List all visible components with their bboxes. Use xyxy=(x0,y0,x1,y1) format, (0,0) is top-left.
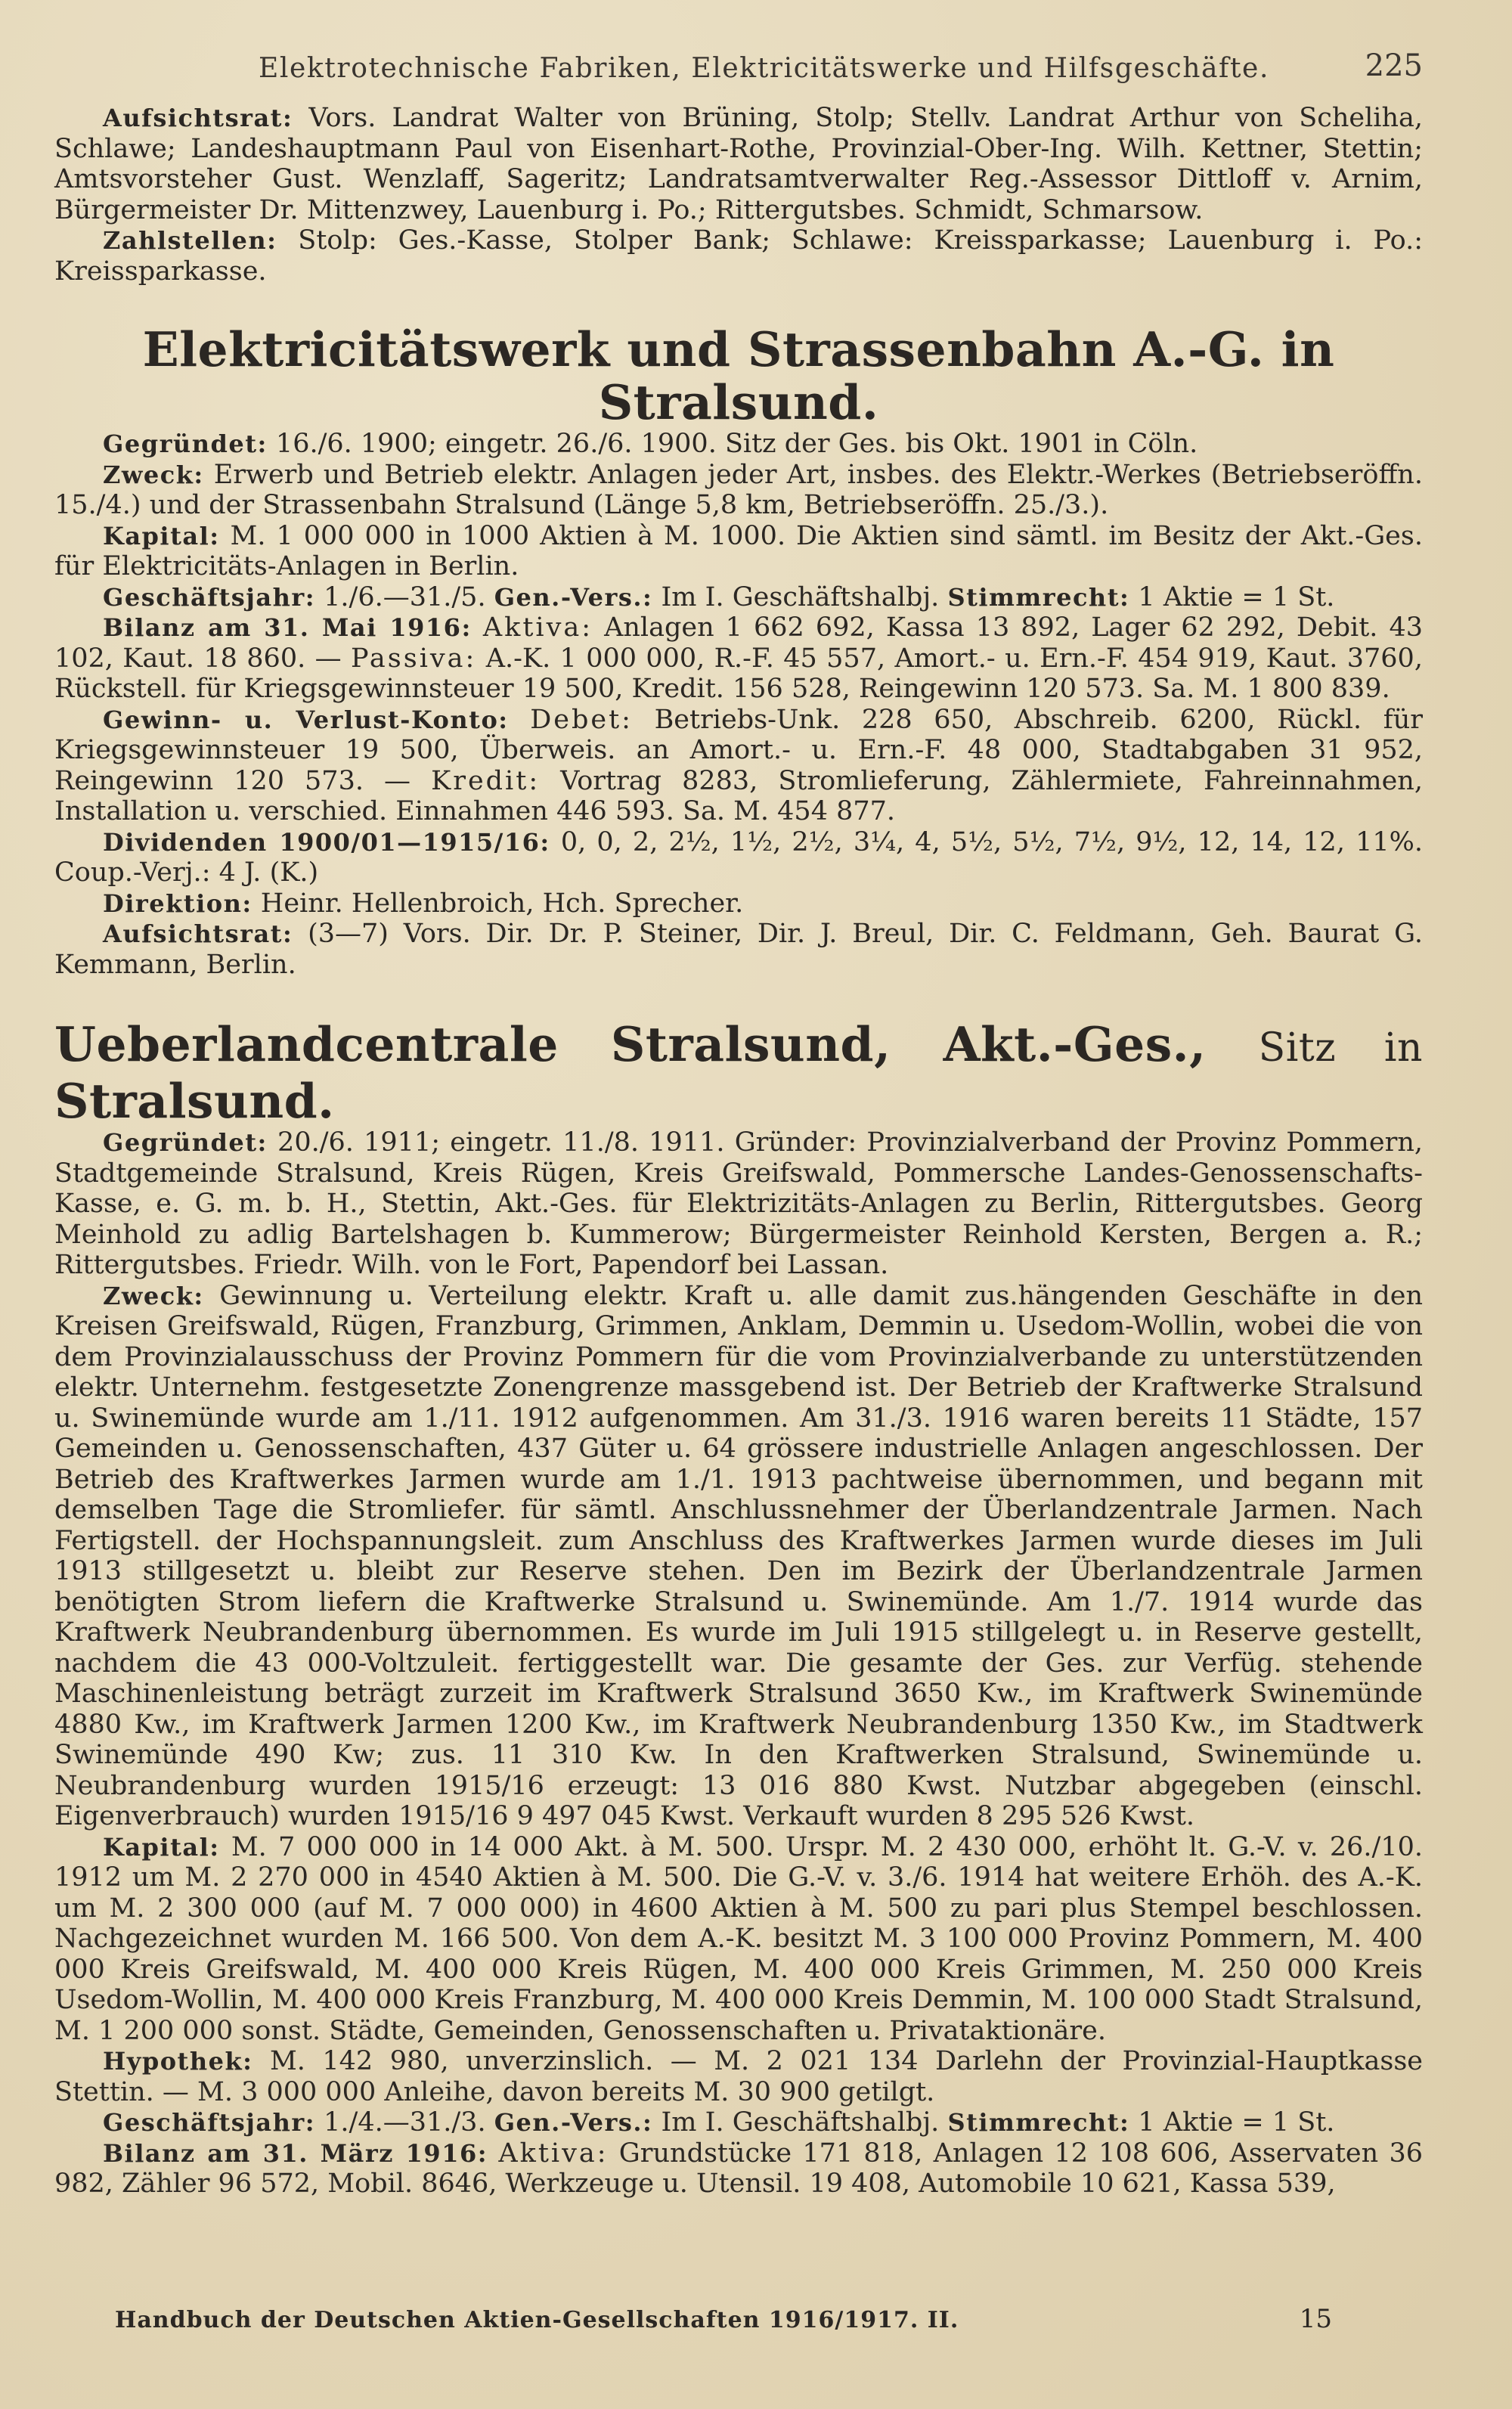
gegruendet-paragraph xyxy=(54,429,1423,460)
aufsichtsrat-text: Vors. Landrat Walter von Brüning, Stolp; Stellv. Landrat Arthur von Scheliha, Schlawe; Landeshauptmann Paul von Eisenhart-Rothe, Provinzial-Ober-Ing. Wilh. Kettner, Stettin; Amtsvorsteher Gust. Wenzlaff, Sageritz; Landratsamtverwalter Reg.-Assessor Dittloff v. Arnim, Bürgermeister Dr. Mittenzwey, Lauenburg i. Po.; Rittergutsbes. Schmidt, Schmarsow. xyxy=(54,103,1423,225)
bilanz-label-2: Bilanz am 31. März 1916: xyxy=(103,2138,488,2168)
guv-paragraph xyxy=(54,705,1423,827)
hypothek-paragraph xyxy=(54,2046,1423,2107)
gegruendet-paragraph-2 xyxy=(54,1127,1423,1281)
dividenden-paragraph xyxy=(54,827,1423,888)
bilanz-label: Bilanz am 31. Mai 1916: xyxy=(103,613,472,642)
zweck-text-2: Gewinnung u. Verteilung elektr. Kraft u. alle damit zus.hängenden Geschäfte in den Kreisen Greifswald, Rügen, Franzburg, Grimmen, Anklam, Demmin u. Usedom-Wollin, wobei die von dem Provinzialausschuss der Provinz Pommern für die vom Provinzialverbande zu unterstützenden elektr. Unternehm. festgesetzte Zonengrenze massgebend ist. Der Betrieb der Kraftwerke Stralsund u. Swinemünde wurde am 1./11. 1912 aufgenommen. Am 31./3. 1916 waren bereits 11 Städte, 157 Gemeinden u. Genossenschaften, 437 Güter u. 64 grössere industrielle Anlagen angeschlossen. Der Betrieb des Kraftwerkes Jarmen wurde am 1./1. 1913 pachtweise übernommen, und begann mit demselben Tage die Stromliefer. für sämtl. Anschlussnehmer der Überlandzentrale Jarmen. Nach Fertigstell. der Hochspannungsleit. zum Anschluss des Kraftwerkes Jarmen wurde dieses im Juli 1913 stillgesetzt u. bleibt zur Reserve stehen. Den im Bezirk der Überlandzentrale Jarmen benötigten Strom liefern die Kraftwerke Stralsund u. Swinemünde. Am 1./7. 1914 wurde das Kraftwerk Neubrandenburg übernommen. Es wurde im Juli 1915 stillgelegt u. in Reserve gestellt, nachdem die 43 000-Voltzuleit. fertiggestellt war. Die gesamte der Ges. zur Verfüg. stehende Maschinenleistung beträgt zurzeit im Kraftwerk Stralsund 3650 Kw., im Kraftwerk Swinemünde 4880 Kw., im Kraftwerk Jarmen 1200 Kw., im Kraftwerk Neubrandenburg 1350 Kw., im Stadtwerk Swinemünde 490 Kw; zus. 11 310 Kw. In den Kraftwerken Stralsund, Swinemünde u. Neubrandenburg wurden 1915/16 erzeugt: 13 016 880 Kwst. Nutzbar abgegeben (einschl. Eigenverbrauch) wurden 1915/16 9 497 045 Kwst. Verkauft wurden 8 295 526 Kwst. xyxy=(54,1280,1423,1831)
gj-text: 1./6.—31./5. xyxy=(324,581,486,612)
kredit-label: Kredit: xyxy=(431,765,541,796)
running-title: Elektrotechnische Fabriken, Elektricitätswerke und Hilfsgeschäfte. xyxy=(259,53,1269,84)
geschaeftsjahr-paragraph-2 xyxy=(54,2107,1423,2138)
stimmrecht-text: 1 Aktie = 1 St. xyxy=(1138,581,1335,612)
kapital-text: M. 1 000 000 in 1000 Aktien à M. 1000. Die Aktien sind sämtl. im Besitz der Akt.-Ges. für Elektricitäts-Anlagen in Berlin. xyxy=(54,520,1423,581)
genvers-text: Im I. Geschäftshalbj. xyxy=(661,581,940,612)
entry-ueberlandcentrale xyxy=(54,1018,1423,2200)
zweck-paragraph xyxy=(54,460,1423,521)
aufsichtsrat-label: Aufsichtsrat: xyxy=(103,104,293,132)
zahlstellen-paragraph xyxy=(54,225,1423,287)
page-number: 225 xyxy=(1365,48,1423,83)
direktion-text: Heinr. Hellenbroich, Hch. Sprecher. xyxy=(260,888,744,919)
kapital-paragraph xyxy=(54,521,1423,582)
gegruendet-text: 16./6. 1900; eingetr. 26./6. 1900. Sitz der Ges. bis Okt. 1901 in Cöln. xyxy=(275,429,1198,459)
stimmrecht-label-2: Stimmrecht: xyxy=(947,2108,1130,2137)
dividenden-text: 0, 0, 2, 2½, 1½, 2½, 3¼, 4, 5½, 5½, 7½, 9½, 12, 14, 12, 11%. Coup.-Verj.: 4 J. (K.) xyxy=(54,826,1424,888)
geschaeftsjahr-paragraph xyxy=(54,582,1423,613)
company-title-city: Stralsund. xyxy=(54,1073,335,1129)
page-footer xyxy=(115,2304,1362,2334)
kapital-text-2: M. 7 000 000 in 14 000 Akt. à M. 500. Urspr. M. 2 430 000, erhöht lt. G.-V. v. 26./10. 1912 um M. 2 270 000 in 4540 Aktien à M. 500. Die G.-V. v. 3./6. 1914 hat weitere Erhöh. des A.-K. um M. 2 300 000 (auf M. 7 000 000) in 4600 Aktien à M. 500 zu pari plus Stempel beschlossen. Nachgezeichnet wurden M. 166 500. Von dem A.-K. besitzt M. 3 100 000 Provinz Pommern, M. 400 000 Kreis Greifswald, M. 400 000 Kreis Rügen, M. 400 000 Kreis Grimmen, M. 250 000 Kreis Usedom-Wollin, M. 400 000 Kreis Franzburg, M. 400 000 Kreis Demmin, M. 100 000 Stadt Stralsund, M. 1 200 000 sonst. Städte, Gemeinden, Genossenschaften u. Privataktionäre. xyxy=(54,1831,1423,2046)
running-head xyxy=(54,42,1423,95)
gj-text-2: 1./4.—31./3. xyxy=(324,2107,486,2138)
entry-strassenbahn xyxy=(54,323,1423,980)
gj-label: Geschäftsjahr: xyxy=(103,582,315,612)
bilanz-passiva-text: A.-K. 1 000 000, R.-F. 45 557, Amort.- u. Ern.-F. 454 919, Kaut. 3760, Rückstell. für Kriegsgewinnsteuer 19 500, Kredit. 156 528, Reingewinn 120 573. Sa. M. 1 800 839. xyxy=(54,643,1423,704)
hypothek-label: Hypothek: xyxy=(103,2047,253,2076)
aufsichtsrat-paragraph xyxy=(54,103,1423,225)
hypothek-text: M. 142 980, unverzinslich. — M. 2 021 134 Darlehn der Provinzial-Hauptkasse Stettin. — M. 3 000 000 Anleihe, davon bereits M. 30 900 getilgt. xyxy=(54,2046,1423,2107)
stimmrecht-label: Stimmrecht: xyxy=(947,582,1130,612)
aktiva-label: Aktiva: xyxy=(482,612,593,643)
debet-label: Debet: xyxy=(530,704,633,735)
company-title-main: Ueberlandcentrale Stralsund, Akt.-Ges., xyxy=(54,1016,1207,1072)
zahlstellen-label: Zahlstellen: xyxy=(103,226,277,255)
footer-signature: 15 xyxy=(1299,2304,1332,2334)
gegruendet-label-2: Gegründet: xyxy=(103,1128,268,1157)
gj-label-2: Geschäftsjahr: xyxy=(103,2108,315,2137)
zweck-text: Erwerb und Betrieb elektr. Anlagen jeder Art, insbes. des Elektr.-Werkes (Betriebseröffn. 15./4.) und der Strassenbahn Stralsund (Länge 5,8 km, Betriebseröffn. 25./3.). xyxy=(54,459,1423,520)
genvers-label-2: Gen.-Vers.: xyxy=(494,2108,653,2137)
kapital-label-2: Kapital: xyxy=(103,1832,220,1862)
genvers-label: Gen.-Vers.: xyxy=(494,582,653,612)
gegruendet-text-2: 20./6. 1911; eingetr. 11./8. 1911. Gründer: Provinzialverband der Provinz Pommern, Stadtgemeinde Stralsund, Kreis Rügen, Kreis Greifswald, Pommersche Landes-Genossenschafts-Kasse, e. G. m. b. H., Stettin, Akt.-Ges. für Elektrizitäts-Anlagen zu Berlin, Rittergutsbes. Georg Meinhold zu adlig Bartelshagen b. Kummerow; Bürgermeister Reinhold Kersten, Bergen a. R.; Rittergutsbes. Friedr. Wilh. von le Fort, Papendorf bei Lassan. xyxy=(54,1127,1423,1280)
bilanz-paragraph xyxy=(54,612,1423,705)
aktiva-label-2: Aktiva: xyxy=(498,2138,609,2169)
aufsichtsrat-label-2: Aufsichtsrat: xyxy=(103,919,293,948)
bilanz-paragraph-2 xyxy=(54,2138,1423,2200)
zweck-label: Zweck: xyxy=(103,460,204,489)
kapital-paragraph-2 xyxy=(54,1832,1423,2047)
guv-label: Gewinn- u. Verlust-Konto: xyxy=(103,705,509,734)
bilanz-text-2: Grundstücke 171 818, Anlagen 12 108 606, Asservaten 36 982, Zähler 96 572, Mobil. 8646, Werkzeuge u. Utensil. 19 408, Automobile 10 621, Kassa 539, xyxy=(54,2138,1423,2199)
stimmrecht-text-2: 1 Aktie = 1 St. xyxy=(1138,2107,1335,2138)
guv-debet-text: Betriebs-Unk. 228 650, Abschreib. 6200, Rückl. für Kriegsgewinnsteuer 19 500, Überweis. an Amort.- u. Ern.-F. 48 000, Stadtabgaben 31 952, Reingewinn 120 573. — xyxy=(54,704,1423,796)
direktion-paragraph xyxy=(54,888,1423,919)
zahlstellen-text: Stolp: Ges.-Kasse, Stolper Bank; Schlawe: Kreissparkasse; Lauenburg i. Po.: Kreissparkasse. xyxy=(54,225,1423,287)
passiva-label: Passiva: xyxy=(350,643,477,674)
aufsichtsrat-text-2: (3—7) Vors. Dir. Dr. P. Steiner, Dir. J. Breul, Dir. C. Feldmann, Geh. Baurat G. Kemmann, Berlin. xyxy=(54,919,1423,980)
continued-entry xyxy=(54,103,1423,287)
zweck-paragraph-2 xyxy=(54,1281,1423,1832)
bilanz-aktiva-text: Anlagen 1 662 692, Kassa 13 892, Lager 62 292, Debit. 43 102, Kaut. 18 860. — xyxy=(54,612,1423,674)
direktion-label: Direktion: xyxy=(103,888,253,918)
aufsichtsrat-paragraph-2 xyxy=(54,919,1423,980)
dividenden-label: Dividenden 1900/01—1915/16: xyxy=(103,827,550,857)
page xyxy=(54,42,1423,2379)
genvers-text-2: Im I. Geschäftshalbj. xyxy=(661,2107,940,2138)
guv-kredit-text: Vortrag 8283, Stromlieferung, Zählermiete, Fahreinnahmen, Installation u. verschied. Einnahmen 446 593. Sa. M. 454 877. xyxy=(54,765,1423,826)
footer-source: Handbuch der Deutschen Aktien-Gesellschaften 1916/1917. II. xyxy=(115,2307,959,2333)
company-title: Elektricitätswerk und Strassenbahn A.-G. in Stralsund. xyxy=(142,321,1335,430)
company-title-2 xyxy=(54,1018,1423,1127)
gegruendet-label: Gegründet: xyxy=(103,429,268,458)
kapital-label: Kapital: xyxy=(103,521,220,550)
zweck-label-2: Zweck: xyxy=(103,1281,204,1310)
company-title-sitz: Sitz in xyxy=(1258,1025,1423,1071)
